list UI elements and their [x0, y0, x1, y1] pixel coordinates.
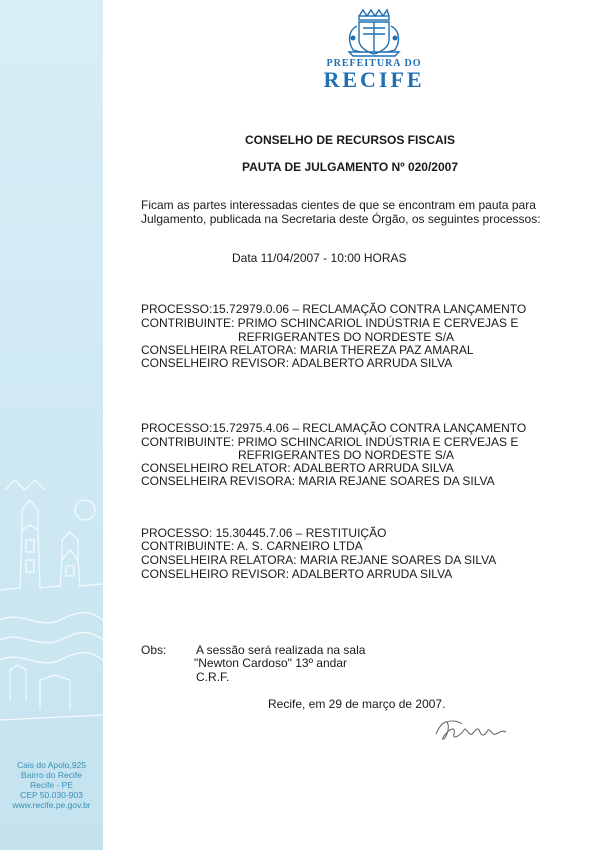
- logo-prefeitura-text: PREFEITURA DO: [326, 58, 422, 69]
- logo-recife-text: RECIFE: [323, 67, 425, 92]
- rapporteur: CONSELHEIRO RELATOR: ADALBERTO ARRUDA SILVA: [141, 461, 454, 475]
- city-skyline-watermark: [0, 470, 103, 770]
- obs-line-2: "Newton Cardoso" 13º andar: [194, 656, 347, 670]
- institution-address: [4, 760, 99, 810]
- intro-line-1: Ficam as partes interessadas cientes de que se encontram em pauta para: [141, 198, 536, 212]
- agenda-title: PAUTA DE JULGAMENTO Nº 020/2007: [242, 160, 458, 174]
- address-line: CEP 50.030-903: [20, 790, 83, 800]
- address-line: Bairro do Recife: [21, 770, 82, 780]
- obs-line-3: C.R.F.: [196, 670, 230, 684]
- contributor: CONTRIBUINTE: A. S. CARNEIRO LTDA: [141, 539, 363, 553]
- contributor-continued: REFRIGERANTES DO NORDESTE S/A: [238, 448, 455, 462]
- address-line: Recife - PE: [30, 780, 73, 790]
- handwritten-signature: [432, 712, 512, 748]
- process-number: PROCESSO: 15.30445.7.06 – RESTITUIÇÃO: [141, 526, 387, 540]
- sidebar-watermark-panel: [0, 0, 103, 850]
- intro-line-2: Julgamento, publicada na Secretaria deste Órgão, os seguintes processos:: [141, 212, 541, 226]
- place-date: Recife, em 29 de março de 2007.: [268, 697, 446, 711]
- rapporteur: CONSELHEIRA RELATORA: MARIA THEREZA PAZ AMARAL: [141, 343, 474, 357]
- process-number: PROCESSO:15.72975.4.06 – RECLAMAÇÃO CONTRA LANÇAMENTO: [141, 421, 527, 435]
- reviewer: CONSELHEIRA REVISORA: MARIA REJANE SOARES DA SILVA: [141, 474, 495, 488]
- contributor-continued: REFRIGERANTES DO NORDESTE S/A: [238, 330, 455, 344]
- contributor: CONTRIBUINTE: PRIMO SCHINCARIOL INDÚSTRIA E CERVEJAS E: [141, 435, 519, 449]
- obs-label: Obs:: [141, 643, 167, 657]
- address-line: Cais do Apolo,925: [17, 760, 86, 770]
- session-date: Data 11/04/2007 - 10:00 HORAS: [232, 251, 407, 265]
- process-number: PROCESSO:15.72979.0.06 – RECLAMAÇÃO CONTRA LANÇAMENTO: [141, 302, 527, 316]
- city-coat-of-arms-icon: [339, 8, 409, 58]
- council-title: CONSELHO DE RECURSOS FISCAIS: [244, 133, 456, 147]
- reviewer: CONSELHEIRO REVISOR: ADALBERTO ARRUDA SILVA: [141, 356, 453, 370]
- website-link[interactable]: www.recife.pe.gov.br: [12, 800, 91, 810]
- prefeitura-logo: [318, 8, 430, 96]
- reviewer: CONSELHEIRO REVISOR: ADALBERTO ARRUDA SILVA: [141, 567, 453, 581]
- rapporteur: CONSELHEIRA RELATORA: MARIA REJANE SOARES DA SILVA: [141, 553, 497, 567]
- contributor: CONTRIBUINTE: PRIMO SCHINCARIOL INDÚSTRIA E CERVEJAS E: [141, 316, 519, 330]
- obs-line-1: A sessão será realizada na sala: [196, 643, 366, 657]
